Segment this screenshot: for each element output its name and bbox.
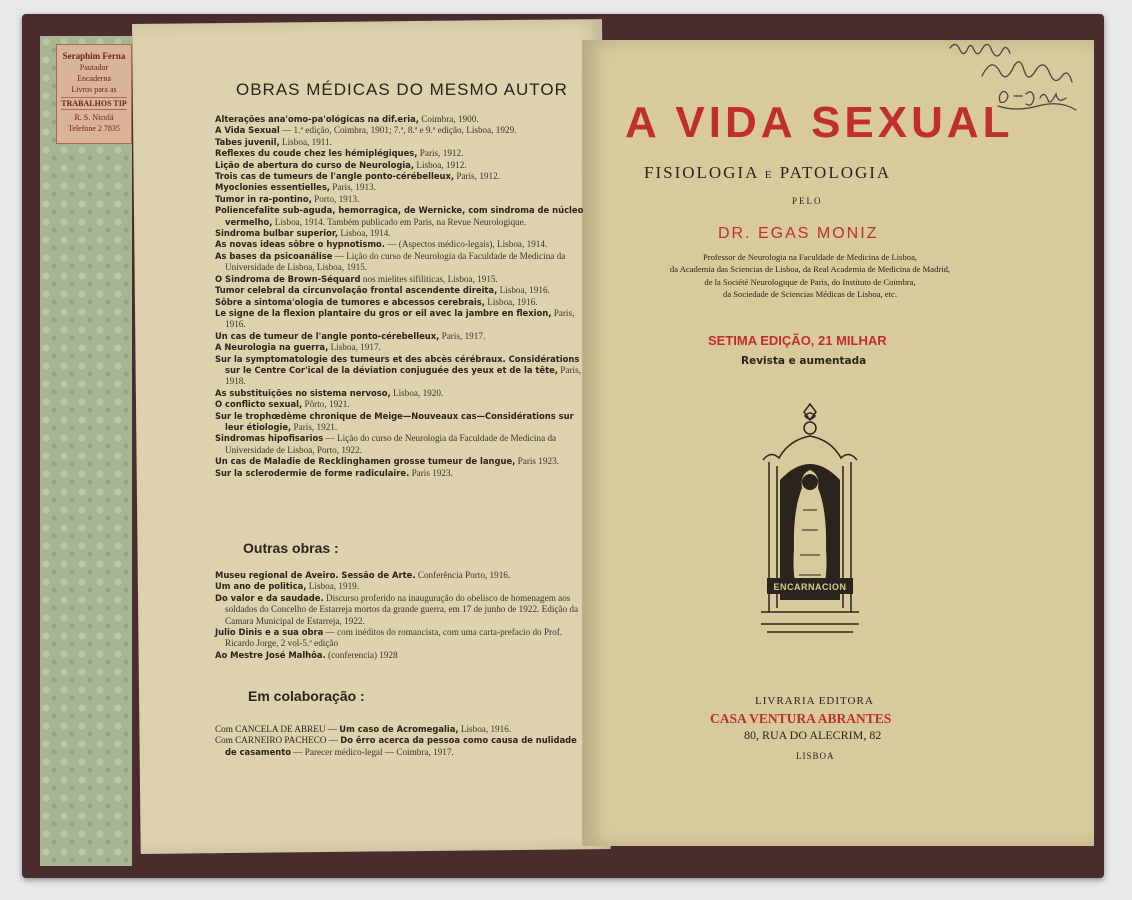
- work-details: Paris, 1917.: [439, 330, 486, 341]
- works-list-title: OBRAS MÉDICAS DO MESMO AUTOR: [236, 80, 568, 99]
- work-title: Sôbre a sintoma'ologia de tumores e abcessos cerebrais,: [215, 296, 485, 307]
- work-title: As bases da psicoanálise: [215, 250, 333, 261]
- other-works-list: [215, 570, 587, 661]
- work-entry: [215, 388, 587, 399]
- work-entry: [215, 411, 587, 434]
- encarnacion-emblem: [753, 400, 867, 640]
- by-label: PELO: [792, 196, 823, 206]
- work-details: Paris, 1912.: [417, 148, 464, 159]
- work-details: Paris, 1918.: [225, 364, 581, 387]
- author-credentials: [640, 251, 980, 300]
- work-title: Do êrro acerca da pessoa como causa de nulidade de casamento: [225, 735, 577, 757]
- subtitle-conjunction: E: [764, 169, 774, 181]
- work-entry: [215, 581, 587, 592]
- work-title: Tumor in ra-pontino,: [215, 193, 312, 204]
- work-entry: [215, 285, 587, 296]
- work-details: Lisboa, 1911.: [279, 136, 332, 147]
- work-details: Paris, 1913.: [330, 182, 376, 193]
- revised-line: Revista e aumentada: [741, 355, 867, 367]
- handwritten-signature: [942, 36, 1082, 146]
- work-details: Lisboa, 1914.: [338, 228, 391, 239]
- work-title: A Neurologia na guerra,: [215, 342, 329, 353]
- work-entry: [215, 228, 587, 239]
- work-entry: [215, 148, 587, 159]
- work-coauthor: Com CANCELA DE ABREU —: [215, 724, 340, 734]
- work-title: Myoclonies essentielles,: [215, 182, 330, 193]
- work-details: Lisboa, 1920.: [390, 387, 444, 398]
- work-title: Sindromas hipofisarios: [215, 433, 324, 444]
- binder-label-line: Pautador: [79, 63, 109, 72]
- work-details: Paris 1923.: [515, 456, 559, 467]
- binder-label-line: TRABALHOS TIP: [61, 99, 127, 108]
- work-details: Lisboa, 1917.: [328, 342, 381, 353]
- credential-line: de la Société Neurologique de Paris, do Instituto de Coimbra,: [704, 276, 916, 287]
- work-title: A Vida Sexual: [215, 125, 280, 136]
- subtitle-part-2: PATOLOGIA: [779, 163, 892, 182]
- work-entry: [215, 160, 587, 171]
- work-title: Museu regional de Aveiro. Sessão de Arte.: [215, 570, 416, 580]
- binder-label-line: R. S. Nicolá: [74, 113, 114, 122]
- credential-line: da Sociedade de Sciencias Médicas de Lisboa, etc.: [723, 288, 897, 299]
- binder-label-line: Telefone 2 7835: [68, 124, 120, 133]
- work-title: Poliencefalite sub-aguda, hemorragica, de Wernicke, com sindroma de núcleo vermelho,: [215, 205, 584, 227]
- work-title: As substituições no sistema nervoso,: [215, 387, 391, 398]
- work-entry: [215, 137, 587, 148]
- work-title: Lição de abertura do curso de Neurologia,: [215, 159, 415, 170]
- work-title: Sindroma bulbar superior,: [215, 228, 339, 239]
- work-details: Lisboa, 1919.: [306, 581, 360, 592]
- work-details: — com inéditos do romancista, com uma carta-prefacio do Prof. Ricardo Jorge, 2 vol-5.ª edição: [225, 627, 563, 649]
- work-details: — (Aspectos médico-legais), Lisboa, 1914.: [385, 239, 548, 250]
- emblem-label: ENCARNACION: [773, 582, 847, 592]
- work-entry: [215, 570, 587, 581]
- binder-label-line: Livros para as: [71, 85, 117, 94]
- work-entry: [215, 354, 587, 388]
- subtitle-part-1: FISIOLOGIA: [644, 163, 759, 182]
- work-details: Coimbra, 1900.: [418, 114, 479, 124]
- work-title: Julio Dinis e a sua obra: [215, 627, 324, 638]
- work-details: Conferência Porto, 1916.: [415, 570, 511, 580]
- work-title: Do valor e da saudade.: [215, 592, 324, 603]
- author-name: DR. EGAS MONIZ: [718, 225, 879, 242]
- book-subtitle: [644, 163, 891, 183]
- work-entry: [215, 114, 587, 125]
- publisher-address: 80, RUA DO ALECRIM, 82: [744, 728, 882, 742]
- work-details: — Lição do curso de Neurologia da Faculdade de Medicina da Universidade de Lisboa, Lisboa, 1915.: [225, 250, 566, 273]
- work-title: Un cas de Maladie de Recklinghamen grosse tumeur de langue,: [215, 456, 516, 467]
- binder-label: [56, 44, 132, 144]
- publisher-city: LISBOA: [796, 751, 835, 761]
- work-title: Un cas de tumeur de l'angle ponto-cérebelleux,: [215, 330, 440, 341]
- work-entry: [215, 724, 587, 735]
- work-title: Um caso de Acromegalia,: [339, 724, 459, 734]
- work-entry: [215, 468, 587, 479]
- work-details: Lisboa, 1914. Também publicado em Paris, na Revue Neurologique.: [272, 216, 527, 227]
- edition-line: SETIMA EDIÇÃO, 21 MILHAR: [708, 333, 887, 348]
- work-title: Le signe de la flexion plantaire du gros or eil avec la jambre en flexion,: [215, 307, 552, 318]
- work-title: Trois cas de tumeurs de l'angle ponto-cérébelleux,: [215, 171, 455, 182]
- work-title: Alterações ana'omo-pa'ológicas na dif.eria,: [215, 114, 419, 124]
- work-title: O conflicto sexual,: [215, 399, 303, 410]
- work-title: Tumor celebral da circunvolação frontal ascendente direita,: [215, 285, 498, 296]
- medical-works-list: [215, 114, 587, 479]
- collaboration-heading: Em colaboração :: [248, 688, 365, 704]
- work-title: Tabes juvenil,: [215, 136, 280, 147]
- work-title: Sur la symptomatologie des tumeurs et des abcès cérébraux. Considérations sur le Centre Cor'ical de la déviation conjuguée des yeux et de la tête,: [215, 353, 580, 375]
- work-entry: [215, 251, 587, 274]
- other-works-heading: Outras obras :: [243, 540, 339, 556]
- work-entry: [215, 182, 587, 193]
- work-entry: [215, 593, 587, 627]
- work-details: Paris 1923.: [409, 467, 453, 478]
- work-details: Pôrto, 1921.: [302, 399, 350, 410]
- work-title: As novas ideas sôbre o hypnotismo.: [215, 239, 385, 250]
- work-details: (conferencia) 1928: [325, 649, 398, 660]
- work-title: O Sindroma de Brown-Séquard: [215, 273, 361, 284]
- collaboration-list: [215, 724, 587, 758]
- book-title: A VIDA SEXUAL: [625, 98, 1014, 147]
- work-details: — Lição do curso de Neurologia da Faculdade de Medicina da Universidade de Lisboa, Porto, 1922.: [225, 433, 557, 455]
- work-details: Paris, 1912.: [454, 171, 500, 182]
- marbled-endpaper: [40, 36, 132, 866]
- work-entry: [215, 342, 587, 353]
- work-details: Lisboa, 1916.: [497, 285, 550, 296]
- work-title: Um ano de politica,: [215, 581, 307, 592]
- work-details: Lisboa, 1912.: [414, 159, 467, 170]
- work-title: Reflexes du coude chez les hémiplégiques,: [215, 148, 418, 159]
- work-entry: [215, 331, 587, 342]
- work-details: Discurso proferido na inauguração do obelisco de homenagem aos soldados do Concelho de Estarreja mortos da grande guerra, em 17 de junho de 1922. Edição da Camara Municipal de Estarreja, 1922.: [225, 592, 579, 626]
- credential-line: da Academia das Sciencias de Lisboa, da Real Academia de Medicina de Madrid,: [669, 264, 951, 275]
- work-entry: [215, 627, 587, 650]
- work-entry: [215, 399, 587, 410]
- work-title: Ao Mestre José Malhôa.: [215, 649, 326, 660]
- work-details: — Parecer médico-legal — Coimbra, 1917.: [290, 746, 454, 757]
- work-details: Lisboa, 1916.: [484, 296, 538, 307]
- work-details: — 1.ª edição, Coimbra, 1901; 7.ª, 8.ª e 9.ª edição, Lisboa, 1929.: [279, 125, 517, 136]
- publisher-name: CASA VENTURA ABRANTES: [710, 711, 892, 726]
- work-entry: [215, 205, 587, 228]
- work-entry: [215, 239, 587, 250]
- work-details: Porto, 1913.: [311, 193, 360, 204]
- work-coauthor: Com CARNEIRO PACHECO —: [215, 735, 341, 746]
- work-entry: [215, 194, 587, 205]
- work-entry: [215, 433, 587, 456]
- publisher-label: LIVRARIA EDITORA: [755, 695, 874, 707]
- work-details: Paris, 1916.: [225, 307, 575, 330]
- work-entry: [215, 274, 587, 285]
- work-entry: [215, 456, 587, 467]
- work-entry: [215, 125, 587, 136]
- work-entry: [215, 735, 587, 758]
- work-entry: [215, 171, 587, 182]
- binder-label-line: Encaderna: [77, 74, 111, 83]
- work-details: Paris, 1921.: [291, 421, 338, 432]
- work-title: Sur la sclerodermie de forme radiculaire.: [215, 467, 410, 478]
- work-title: Sur le trophœdème chronique de Meige—Nouveaux cas—Considérations sur leur étiologie,: [215, 410, 574, 432]
- work-entry: [215, 650, 587, 661]
- work-details: Lisboa, 1916.: [458, 724, 512, 734]
- work-details: nos mielites sifiliticas, Lisboa, 1915.: [360, 273, 498, 284]
- work-entry: [215, 297, 587, 308]
- credential-line: Professor de Neurologia na Faculdade de Medicina de Lisboa,: [702, 252, 918, 262]
- work-entry: [215, 308, 587, 331]
- binder-label-line: Seraphim Ferna: [62, 51, 126, 61]
